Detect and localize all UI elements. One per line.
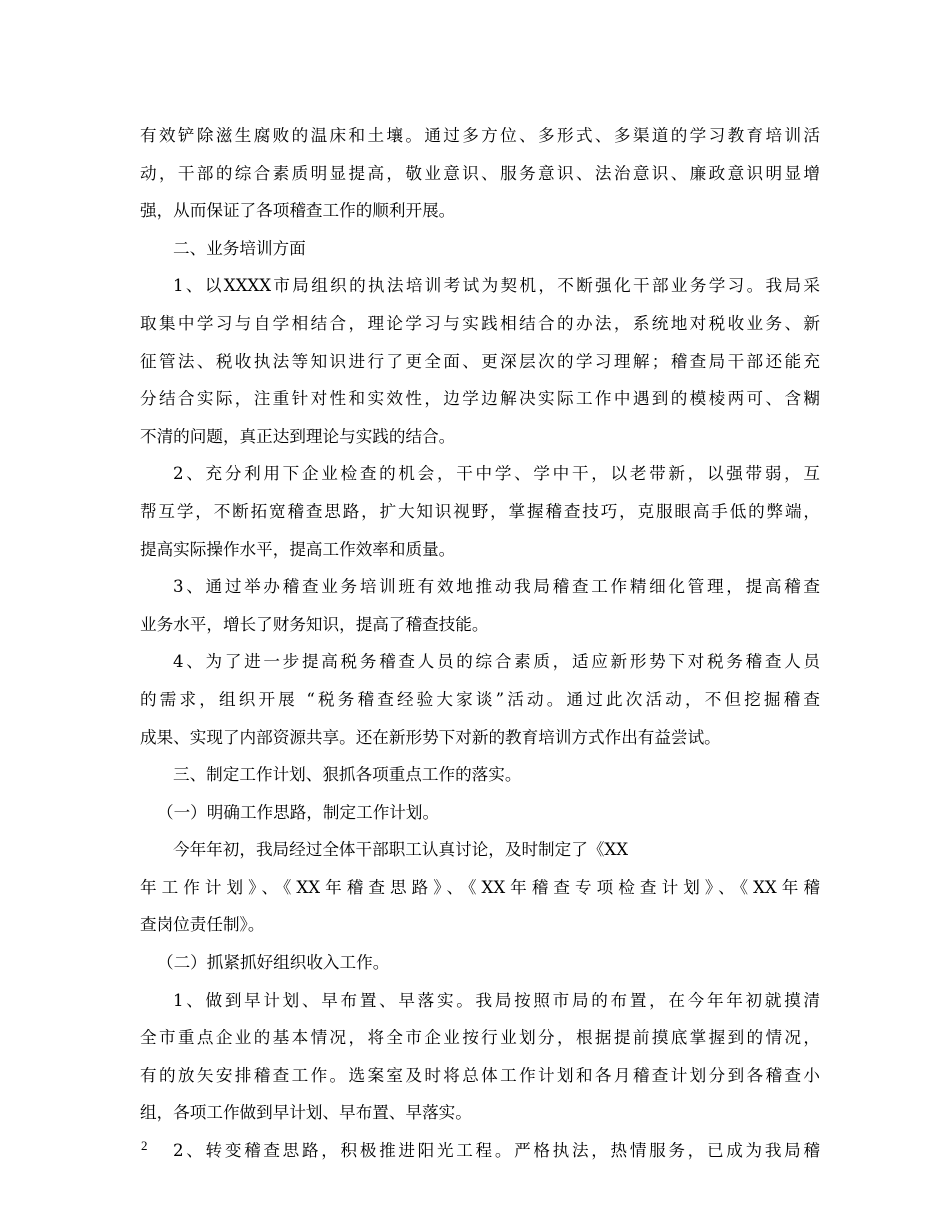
page-number: 2: [141, 1138, 148, 1153]
body-line: 征管法、税收执法等知识进行了更全面、更深层次的学习理解；稽查局干部还能充: [140, 351, 820, 371]
body-line: 业务水平，增长了财务知识，提高了稽查技能。: [140, 614, 489, 634]
body-line: 的需求，组织开展 “税务稽查经验大家谈”活动。通过此次活动，不但挖掘稽查: [140, 689, 820, 709]
body-line: 强，从而保证了各项稽查工作的顺利开展。: [140, 201, 456, 221]
body-line: 有的放矢安排稽查工作。选案室及时将总体工作计划和各月稽查计划分到各稽查小: [140, 1065, 820, 1085]
paragraph-first-line: 3、通过举办稽查业务培训班有效地推动我局稽查工作精细化管理，提高稽查: [173, 577, 820, 597]
subsection-heading: （一）明确工作思路，制定工作计划。: [157, 802, 440, 822]
paragraph-first-line: 4、为了进一步提高税务稽查人员的综合素质，适应新形势下对税务稽查人员: [173, 652, 820, 672]
body-line: 组，各项工作做到早计划、早布置、早落实。: [140, 1103, 472, 1123]
body-line: 有效铲除滋生腐败的温床和土壤。通过多方位、多形式、多渠道的学习教育培训活: [140, 126, 820, 145]
body-line: 全市重点企业的基本情况，将全市企业按行业划分，根据提前摸底掌握到的情况，: [140, 1028, 820, 1048]
paragraph-first-line: 2、转变稽查思路，积极推进阳光工程。严格执法，热情服务，已成为我局稽: [173, 1141, 820, 1161]
body-line: 提高实际操作水平，提高工作效率和质量。: [140, 539, 456, 559]
paragraph-first-line: 今年年初，我局经过全体干部职工认真讨论，及时制定了《XX: [173, 840, 629, 860]
section-heading: 三、制定工作计划、狠抓各项重点工作的落实。: [173, 765, 522, 785]
body-line: 查岗位责任制》。: [140, 915, 265, 935]
body-line: 取集中学习与自学相结合，理论学习与实践相结合的办法，系统地对税收业务、新: [140, 313, 820, 333]
body-line: 年工作计划》、《XX年稽查思路》、《XX年稽查专项检查计划》、《XX年稽: [140, 877, 820, 897]
body-line: 分结合实际，注重针对性和实效性，边学边解决实际工作中遇到的模棱两可、含糊: [140, 389, 820, 409]
paragraph-first-line: 1、以XXXX市局组织的执法培训考试为契机，不断强化干部业务学习。我局采: [173, 276, 820, 296]
section-heading: 二、业务培训方面: [173, 238, 306, 258]
body-line: 帮互学，不断拓宽稽查思路，扩大知识视野，掌握稽查技巧，克服眼高手低的弊端，: [140, 501, 820, 521]
document-body: [140, 117, 820, 1170]
body-line: 成果、实现了内部资源共享。还在新形势下对新的教育培训方式作出有益尝试。: [140, 727, 721, 747]
subsection-heading: （二）抓紧抓好组织收入工作。: [157, 953, 390, 973]
body-line: 动，干部的综合素质明显提高，敬业意识、服务意识、法治意识、廉政意识明显增: [140, 163, 820, 183]
paragraph-first-line: 1、做到早计划、早布置、早落实。我局按照市局的布置，在今年年初就摸清: [173, 990, 820, 1010]
body-line: 不清的问题，真正达到理论与实践的结合。: [140, 426, 456, 446]
paragraph-first-line: 2、充分利用下企业检查的机会，干中学、学中干，以老带新，以强带弱，互: [173, 464, 820, 484]
